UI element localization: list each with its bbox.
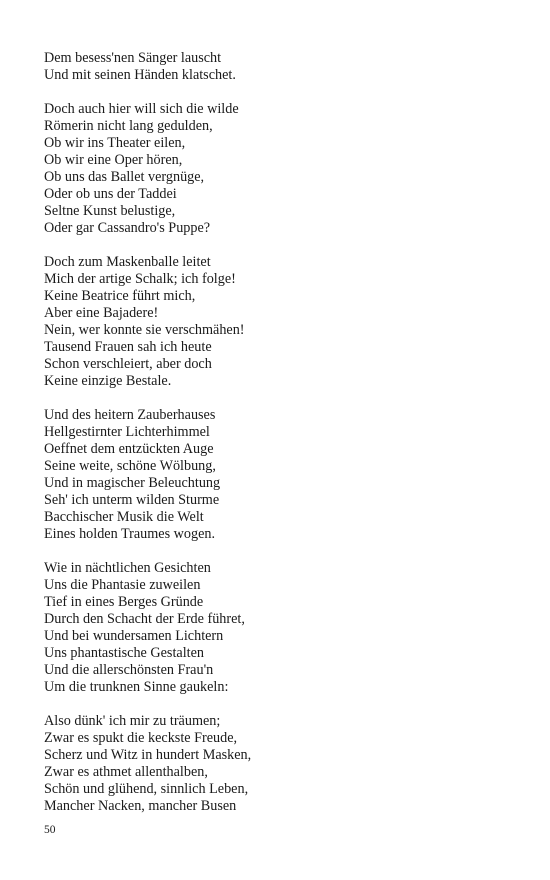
page-number: 50 [44,824,56,836]
poem-line: Seltne Kunst belustige, [44,203,176,219]
poem-line: Und in magischer Beleuchtung [44,475,221,491]
poem-line: Seine weite, schöne Wölbung, [44,458,216,474]
poem-line: Und bei wundersamen Lichtern [44,628,224,644]
poem-line: Aber eine Bajadere! [44,305,159,321]
poem-line: Keine einzige Bestale. [44,373,172,389]
poem-line: Eines holden Traumes wogen. [44,526,216,542]
stanza [44,560,504,696]
poem-line: Und die allerschönsten Frau'n [44,662,214,678]
poem-line: Durch den Schacht der Erde führet, [44,611,245,627]
poem-line: Bacchischer Musik die Welt [44,509,204,525]
poem-line: Wie in nächtlichen Gesichten [44,560,211,576]
poem-line: Nein, wer konnte sie verschmähen! [44,322,245,338]
stanza [44,50,504,84]
poem-line: Uns phantastische Gestalten [44,645,204,661]
poem-line: Ob wir eine Oper hören, [44,152,183,168]
poem-line: Mancher Nacken, mancher Busen [44,798,237,814]
poem-line: Zwar es spukt die keckste Freude, [44,730,238,746]
poem-line: Keine Beatrice führt mich, [44,288,196,304]
poem-line: Ob wir ins Theater eilen, [44,135,186,151]
poem-line: Oeffnet dem entzückten Auge [44,441,214,457]
poem-line: Römerin nicht lang gedulden, [44,118,213,134]
poem-line: Tief in eines Berges Gründe [44,594,204,610]
poem-line: Und des heitern Zauberhauses [44,407,216,423]
stanza [44,407,504,543]
poem-line: Und mit seinen Händen klatschet. [44,67,236,83]
poem-line: Dem besess'nen Sänger lauscht [44,50,222,66]
poem-line: Schon verschleiert, aber doch [44,356,212,372]
poem-line: Um die trunknen Sinne gaukeln: [44,679,229,695]
poem-line: Mich der artige Schalk; ich folge! [44,271,236,287]
stanza [44,713,504,815]
poem-line: Hellgestirnter Lichterhimmel [44,424,210,440]
stanza [44,254,504,390]
poem-line: Schön und glühend, sinnlich Leben, [44,781,249,797]
poem-line: Uns die Phantasie zuweilen [44,577,201,593]
stanza [44,101,504,237]
poem-line: Ob uns das Ballet vergnüge, [44,169,205,185]
poem-line: Doch zum Maskenballe leitet [44,254,211,270]
poem-line: Doch auch hier will sich die wilde [44,101,239,117]
poem-line: Oder gar Cassandro's Puppe? [44,220,211,236]
poem-text [44,50,504,832]
poem-line: Scherz und Witz in hundert Masken, [44,747,252,763]
poem-line: Oder ob uns der Taddei [44,186,177,202]
poem-line: Zwar es athmet allenthalben, [44,764,208,780]
poem-line: Also dünk' ich mir zu träumen; [44,713,221,729]
poem-line: Tausend Frauen sah ich heute [44,339,212,355]
poem-line: Seh' ich unterm wilden Sturme [44,492,220,508]
